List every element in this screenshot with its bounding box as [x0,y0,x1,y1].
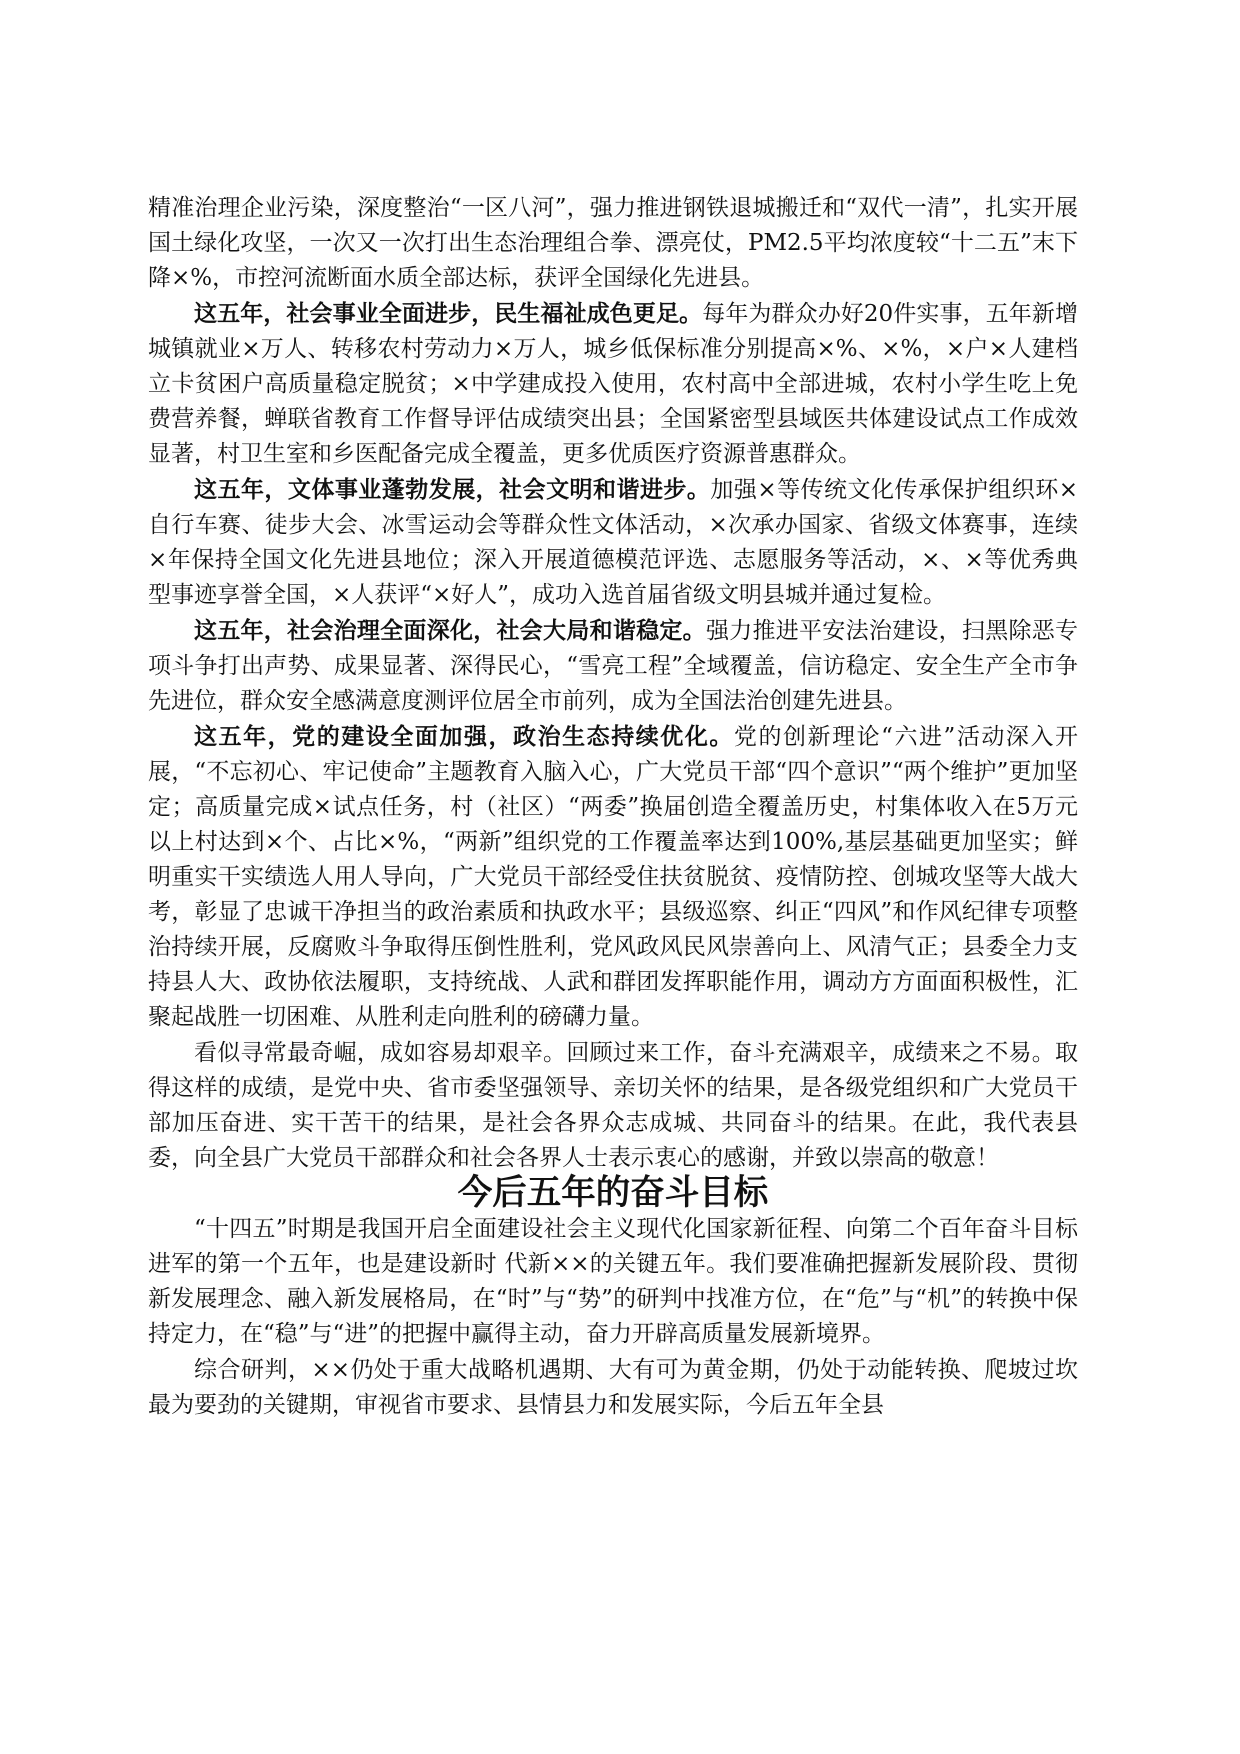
paragraph-text: 看似寻常最奇崛，成如容易却艰辛。回顾过来工作，奋斗充满艰辛，成绩来之不易。取得这样的成绩，是党中央、省市委坚强领导、亲切关怀的结果，是各级党组织和广大党员干部加压奋进、实干苦干的结果，是社会各界众志成城、共同奋斗的结果。在此，我代表县委，向全县广大党员干部群众和社会各界人士表示衷心的感谢，并致以崇高的敬意！ [148,1040,1078,1171]
paragraph-text: 每年为群众办好20件实事，五年新增城镇就业×万人、转移农村劳动力×万人，城乡低保标准分别提高×%、×%，×户×人建档立卡贫困户高质量稳定脱贫；×中学建成投入使用，农村高中全部进城，农村小学生吃上免费营养餐，蝉联省教育工作督导评估成绩突出县；全国紧密型县域医共体建设试点工作成效显著，村卫生室和乡医配备完成全覆盖，更多优质医疗资源普惠群众。 [148,301,1078,467]
paragraph-comprehensive-assessment [148,1352,1078,1423]
paragraph-party-building [148,719,1078,1035]
paragraph-text: 加强×等传统文化传承保护组织环×自行车赛、徒步大会、冰雪运动会等群众性文体活动，×次承办国家、省级文体赛事，连续×年保持全国文化先进县地位；深入开展道德模范评选、志愿服务等活动，×、×等优秀典型事迹享誉全国，×人获评“×好人”，成功入选首届省级文明县城并通过复检。 [148,477,1079,608]
paragraph-text: 综合研判，××仍处于重大战略机遇期、大有可为黄金期，仍处于动能转换、爬坡过坎最为要劲的关键期，审视省市要求、县情县力和发展实际，今后五年全县 [148,1357,1078,1418]
paragraph-acknowledgement [148,1035,1078,1176]
paragraph-lead: 这五年，文体事业蓬勃发展，社会文明和谐进步。 [194,476,711,503]
paragraph-ecology-continued [148,190,1078,296]
paragraph-text: 党的创新理论“六进”活动深入开展，“不忘初心、牢记使命”主题教育入脑入心，广大党员干部“四个意识”“两个维护”更加坚定；高质量完成×试点任务，村（社区）“两委”换届创造全覆盖历史，村集体收入在5万元以上村达到×个、占比×%，“两新”组织党的工作覆盖率达到100%,基层基础更加坚实；鲜明重实干实绩选人用人导向，广大党员干部经受住扶贫脱贫、疫情防控、创城攻坚等大战大考，彰显了忠诚干净担当的政治素质和执政水平；县级巡察、纠正“四风”和作风纪律专项整治持续开展，反腐败斗争取得压倒性胜利，党风政风民风崇善向上、风清气正；县委全力支持县人大、政协依法履职，支持统战、人武和群团发挥职能作用，调动方方面面积极性，汇聚起战胜一切困难、从胜利走向胜利的磅礴力量。 [148,724,1078,1030]
paragraph-lead: 这五年，社会事业全面进步，民生福祉成色更足。 [194,300,703,327]
paragraph-lead: 这五年，社会治理全面深化，社会大局和谐稳定。 [194,617,706,644]
paragraph-text: 强力推进平安法治建设，扫黑除恶专项斗争打出声势、成果显著、深得民心，“雪亮工程”全域覆盖，信访稳定、安全生产全市争先进位，群众安全感满意度测评位居全市前列，成为全国法治创建先进县。 [148,618,1079,714]
paragraph-text: “十四五”时期是我国开启全面建设社会主义现代化国家新征程、向第二个百年奋斗目标进军的第一个五年，也是建设新时 代新××的关键五年。我们要准确把握新发展阶段、贯彻新发展理念、融入新发展格局，在“时”与“势”的研判中找准方位，在“危”与“机”的转换中保持定力，在“稳”与“进”的把握中赢得主动，奋力开辟高质量发展新境界。 [148,1216,1078,1347]
paragraph-social-undertakings [148,296,1078,472]
paragraph-fourteenth-five-year [148,1211,1078,1352]
document-page [148,190,1078,1423]
paragraph-text: 精准治理企业污染，深度整治“一区八河”，强力推进钢铁退城搬迁和“双代一清”，扎实开展国土绿化攻坚，一次又一次打出生态治理组合拳、漂亮仗，PM2.5平均浓度较“十二五”末下降×%，市控河流断面水质全部达标，获评全国绿化先进县。 [148,195,1078,291]
section-heading: 今后五年的奋斗目标 [457,1173,769,1213]
paragraph-culture-sports [148,472,1078,613]
paragraph-social-governance [148,613,1078,719]
paragraph-lead: 这五年，党的建设全面加强，政治生态持续优化。 [194,723,734,750]
